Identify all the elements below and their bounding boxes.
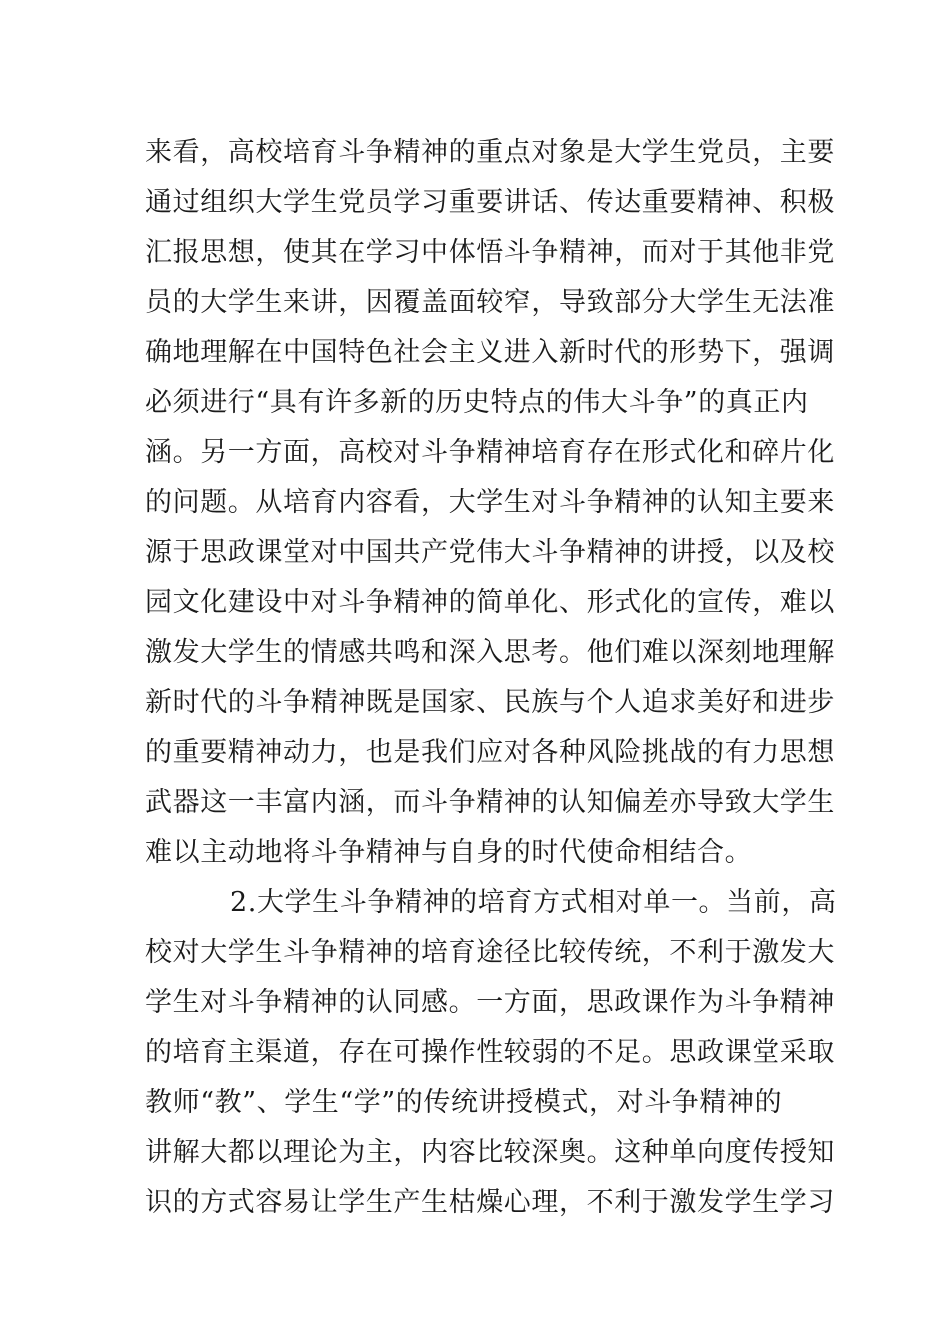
text-line: 讲解大都以理论为主，内容比较深奥。这种单向度传授知: [145, 1137, 835, 1168]
text-line: 涵。另一方面，高校对斗争精神培育存在形式化和碎片化: [145, 437, 835, 468]
text-line: 学生对斗争精神的认同感。一方面，思政课作为斗争精神: [145, 987, 835, 1018]
text-line: 必须进行“具有许多新的历史特点的伟大斗争”的真正内: [145, 387, 809, 418]
text-line: 的问题。从培育内容看，大学生对斗争精神的认知主要来: [145, 487, 835, 518]
text-line: 来看，高校培育斗争精神的重点对象是大学生党员，主要: [145, 137, 835, 168]
text-line: 汇报思想，使其在学习中体悟斗争精神，而对于其他非党: [145, 237, 835, 268]
text-line: 的培育主渠道，存在可操作性较弱的不足。思政课堂采取: [145, 1037, 835, 1068]
text-line: 源于思政课堂对中国共产党伟大斗争精神的讲授，以及校: [145, 537, 835, 568]
text-line: 校对大学生斗争精神的培育途径比较传统，不利于激发大: [145, 937, 835, 968]
text-line: 武器这一丰富内涵，而斗争精神的认知偏差亦导致大学生: [145, 787, 835, 818]
text-line: 员的大学生来讲，因覆盖面较窄，导致部分大学生无法准: [145, 287, 835, 318]
text-line: 园文化建设中对斗争精神的简单化、形式化的宣传，难以: [145, 587, 835, 618]
text-line: 的重要精神动力，也是我们应对各种风险挑战的有力思想: [145, 737, 835, 768]
text-line: 新时代的斗争精神既是国家、民族与个人追求美好和进步: [145, 687, 835, 718]
text-line: 识的方式容易让学生产生枯燥心理，不利于激发学生学习: [145, 1187, 835, 1218]
text-line: 激发大学生的情感共鸣和深入思考。他们难以深刻地理解: [145, 637, 835, 668]
text-line: 通过组织大学生党员学习重要讲话、传达重要精神、积极: [145, 187, 835, 218]
text-line: 难以主动地将斗争精神与自身的时代使命相结合。: [145, 837, 753, 868]
paragraph-heading: 2.大学生斗争精神的培育方式相对单一。当前，高: [230, 887, 837, 918]
text-line: 教师“教”、学生“学”的传统讲授模式，对斗争精神的: [145, 1087, 783, 1118]
text-line: 确地理解在中国特色社会主义进入新时代的形势下，强调: [145, 337, 835, 368]
